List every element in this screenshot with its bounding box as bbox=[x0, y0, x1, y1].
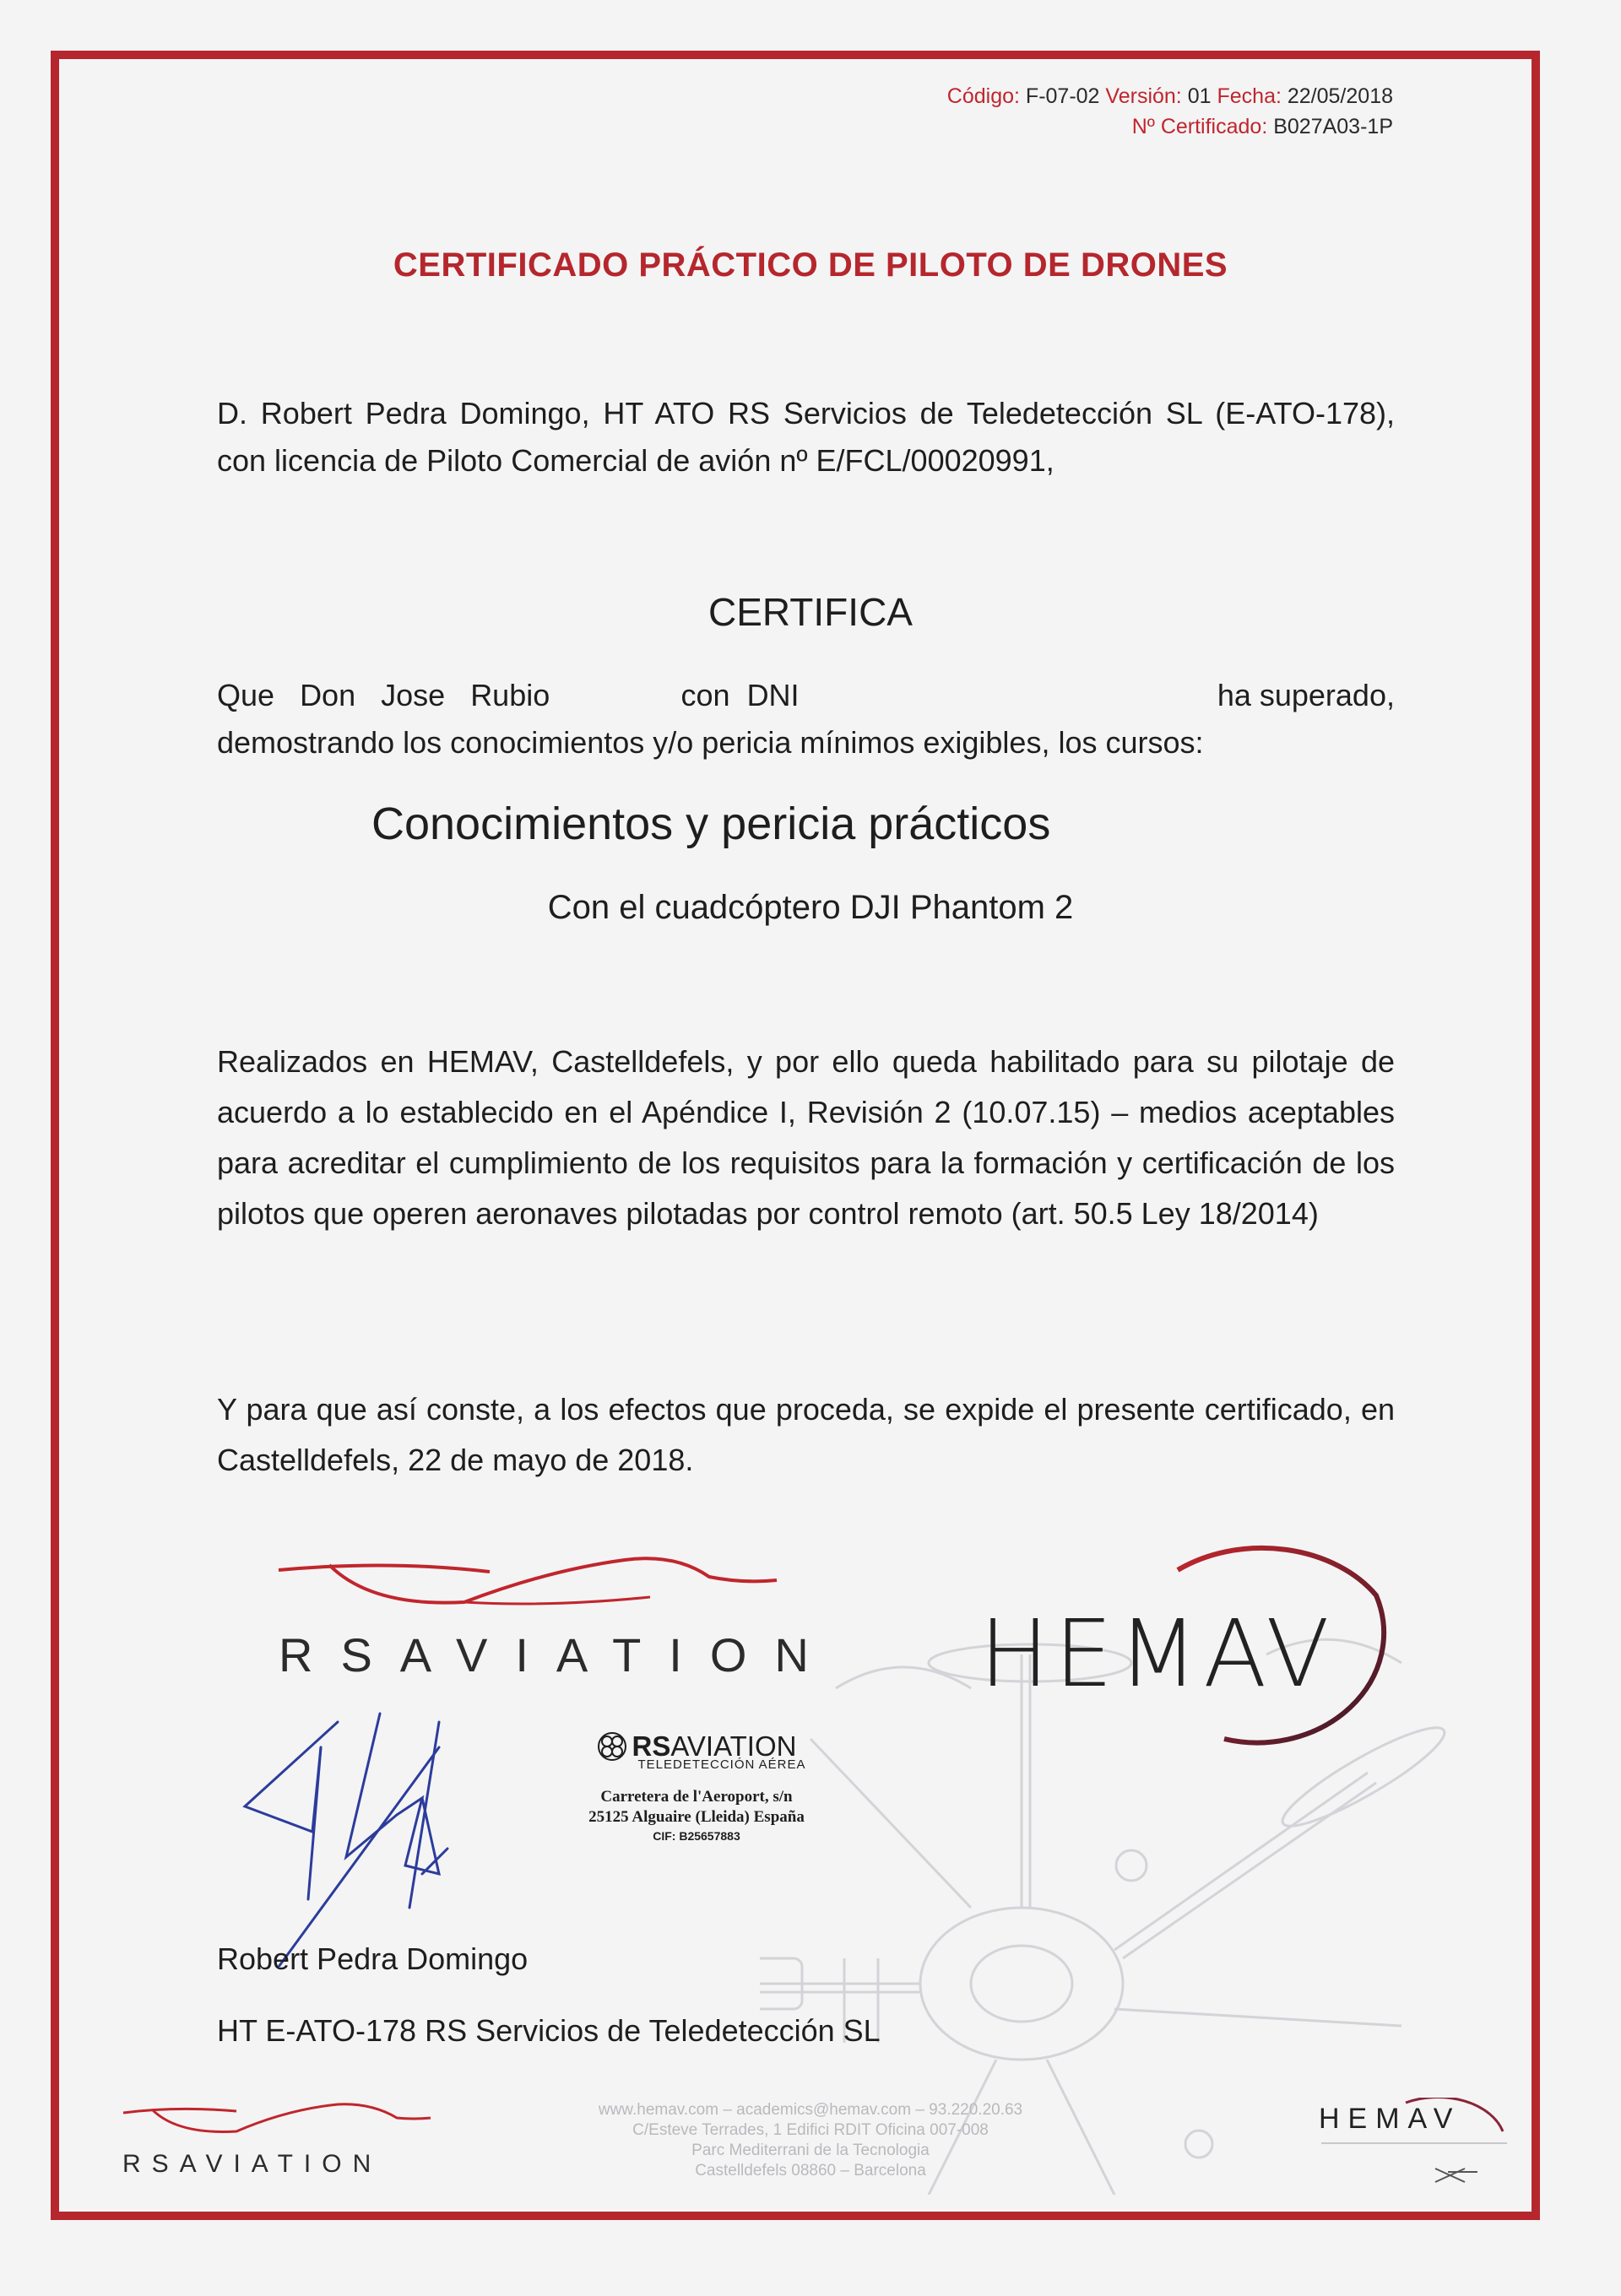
candidate-dni bbox=[681, 672, 800, 719]
certifica-heading: CERTIFICA bbox=[708, 590, 913, 634]
stamp-subtitle: TELEDETECCIÓN AÉREA bbox=[637, 1757, 806, 1772]
stamp-emblem-icon bbox=[597, 1731, 627, 1762]
footer-rs-aviation-text: RSAVIATION bbox=[122, 2150, 382, 2178]
don-word: Don bbox=[300, 678, 356, 712]
document-header-metadata bbox=[947, 81, 1393, 143]
footer-contact-city: Castelldefels 08860 – Barcelona bbox=[695, 2162, 926, 2180]
stamp-address-line2: 25125 Alguaire (Lleida) España bbox=[588, 1808, 805, 1826]
candidate-line bbox=[217, 672, 1395, 719]
footer-contact-web-email-phone: www.hemav.com – academics@hemav.com – 93.220.20.63 bbox=[598, 2101, 1023, 2119]
footer-contact-address: C/Esteve Terrades, 1 Edifici RDIT Oficina 007-008 bbox=[632, 2121, 989, 2139]
certificate-number-value: B027A03-1P bbox=[1273, 115, 1393, 139]
stamp-brand-bold: RS bbox=[632, 1730, 671, 1762]
stamp-address-line1: Carretera de l'Aeroport, s/n bbox=[600, 1788, 793, 1806]
footer-rs-aviation-wordmark bbox=[122, 2150, 382, 2179]
course-title: Conocimientos y pericia prácticos bbox=[371, 799, 1051, 849]
handwritten-signature bbox=[228, 1697, 507, 1967]
signatory-name: Robert Pedra Domingo bbox=[217, 1941, 529, 1976]
con-word: con bbox=[680, 678, 730, 712]
signatory-role: HT E-ATO-178 RS Servicios de Teledetección SL bbox=[217, 2013, 881, 2048]
certificate-title: CERTIFICADO PRÁCTICO DE PILOTO DE DRONES bbox=[393, 246, 1228, 284]
footer-contact-info bbox=[473, 2100, 1148, 2181]
document-code-line bbox=[947, 81, 1393, 111]
ha-superado-text: ha superado, bbox=[1217, 678, 1395, 712]
stamp-address bbox=[561, 1787, 832, 1828]
stamp-cif: CIF: B25657883 bbox=[653, 1829, 740, 1843]
codigo-value: F-07-02 bbox=[1025, 84, 1100, 108]
company-stamp bbox=[561, 1730, 832, 1843]
certificate-number-line bbox=[947, 111, 1393, 142]
body-paragraph: Realizados en HEMAV, Castelldefels, y por ello queda habilitado para su pilotaje de acuerdo a lo establecido en el Apéndice I, Revisión 2 (10.07.15) – medios aceptables para acreditar el cumplimiento de los requisitos para la formación y certificación de los pilotos que operen aeronaves pilotadas por control remoto (art. 50.5 Ley 18/2014) bbox=[217, 1044, 1395, 1231]
course-subtitle: Con el cuadcóptero DJI Phantom 2 bbox=[547, 889, 1074, 926]
candidate-intro bbox=[217, 672, 550, 719]
candidate-first-name: Jose bbox=[381, 678, 446, 712]
intro-paragraph: D. Robert Pedra Domingo, HT ATO RS Servicios de Teledetección SL (E-ATO-178), con licencia de Piloto Comercial de avión nº E/FCL/00020991, bbox=[217, 396, 1395, 478]
codigo-label: Código: bbox=[946, 84, 1020, 108]
footer-contact-park: Parc Mediterrani de la Tecnologia bbox=[691, 2142, 930, 2159]
closing-paragraph: Y para que así conste, a los efectos que proceda, se expide el presente certificado, en Castelldefels, 22 de mayo de 2018. bbox=[217, 1392, 1395, 1477]
hemav-wordmark: HEMAV bbox=[979, 1600, 1335, 1708]
dni-label: DNI bbox=[746, 678, 800, 712]
que-word: Que bbox=[217, 678, 275, 712]
certificate-number-label: Nº Certificado: bbox=[1131, 115, 1268, 139]
stamp-brand-thin: AVIATION bbox=[670, 1730, 797, 1762]
footer-hemav-text: HEMAV bbox=[1319, 2103, 1461, 2135]
footer-hemav-wordmark bbox=[1319, 2103, 1461, 2136]
version-label: Versión: bbox=[1105, 84, 1182, 108]
fecha-label: Fecha: bbox=[1217, 84, 1282, 108]
candidate-continuation: demostrando los conocimientos y/o pericia mínimos exigibles, los cursos: bbox=[217, 725, 1204, 760]
rs-aviation-wordmark bbox=[279, 1627, 837, 1682]
version-value: 01 bbox=[1187, 84, 1212, 108]
candidate-last-name: Rubio bbox=[470, 678, 550, 712]
rs-aviation-text: RSAVIATION bbox=[279, 1628, 837, 1681]
fecha-value: 22/05/2018 bbox=[1287, 84, 1393, 108]
